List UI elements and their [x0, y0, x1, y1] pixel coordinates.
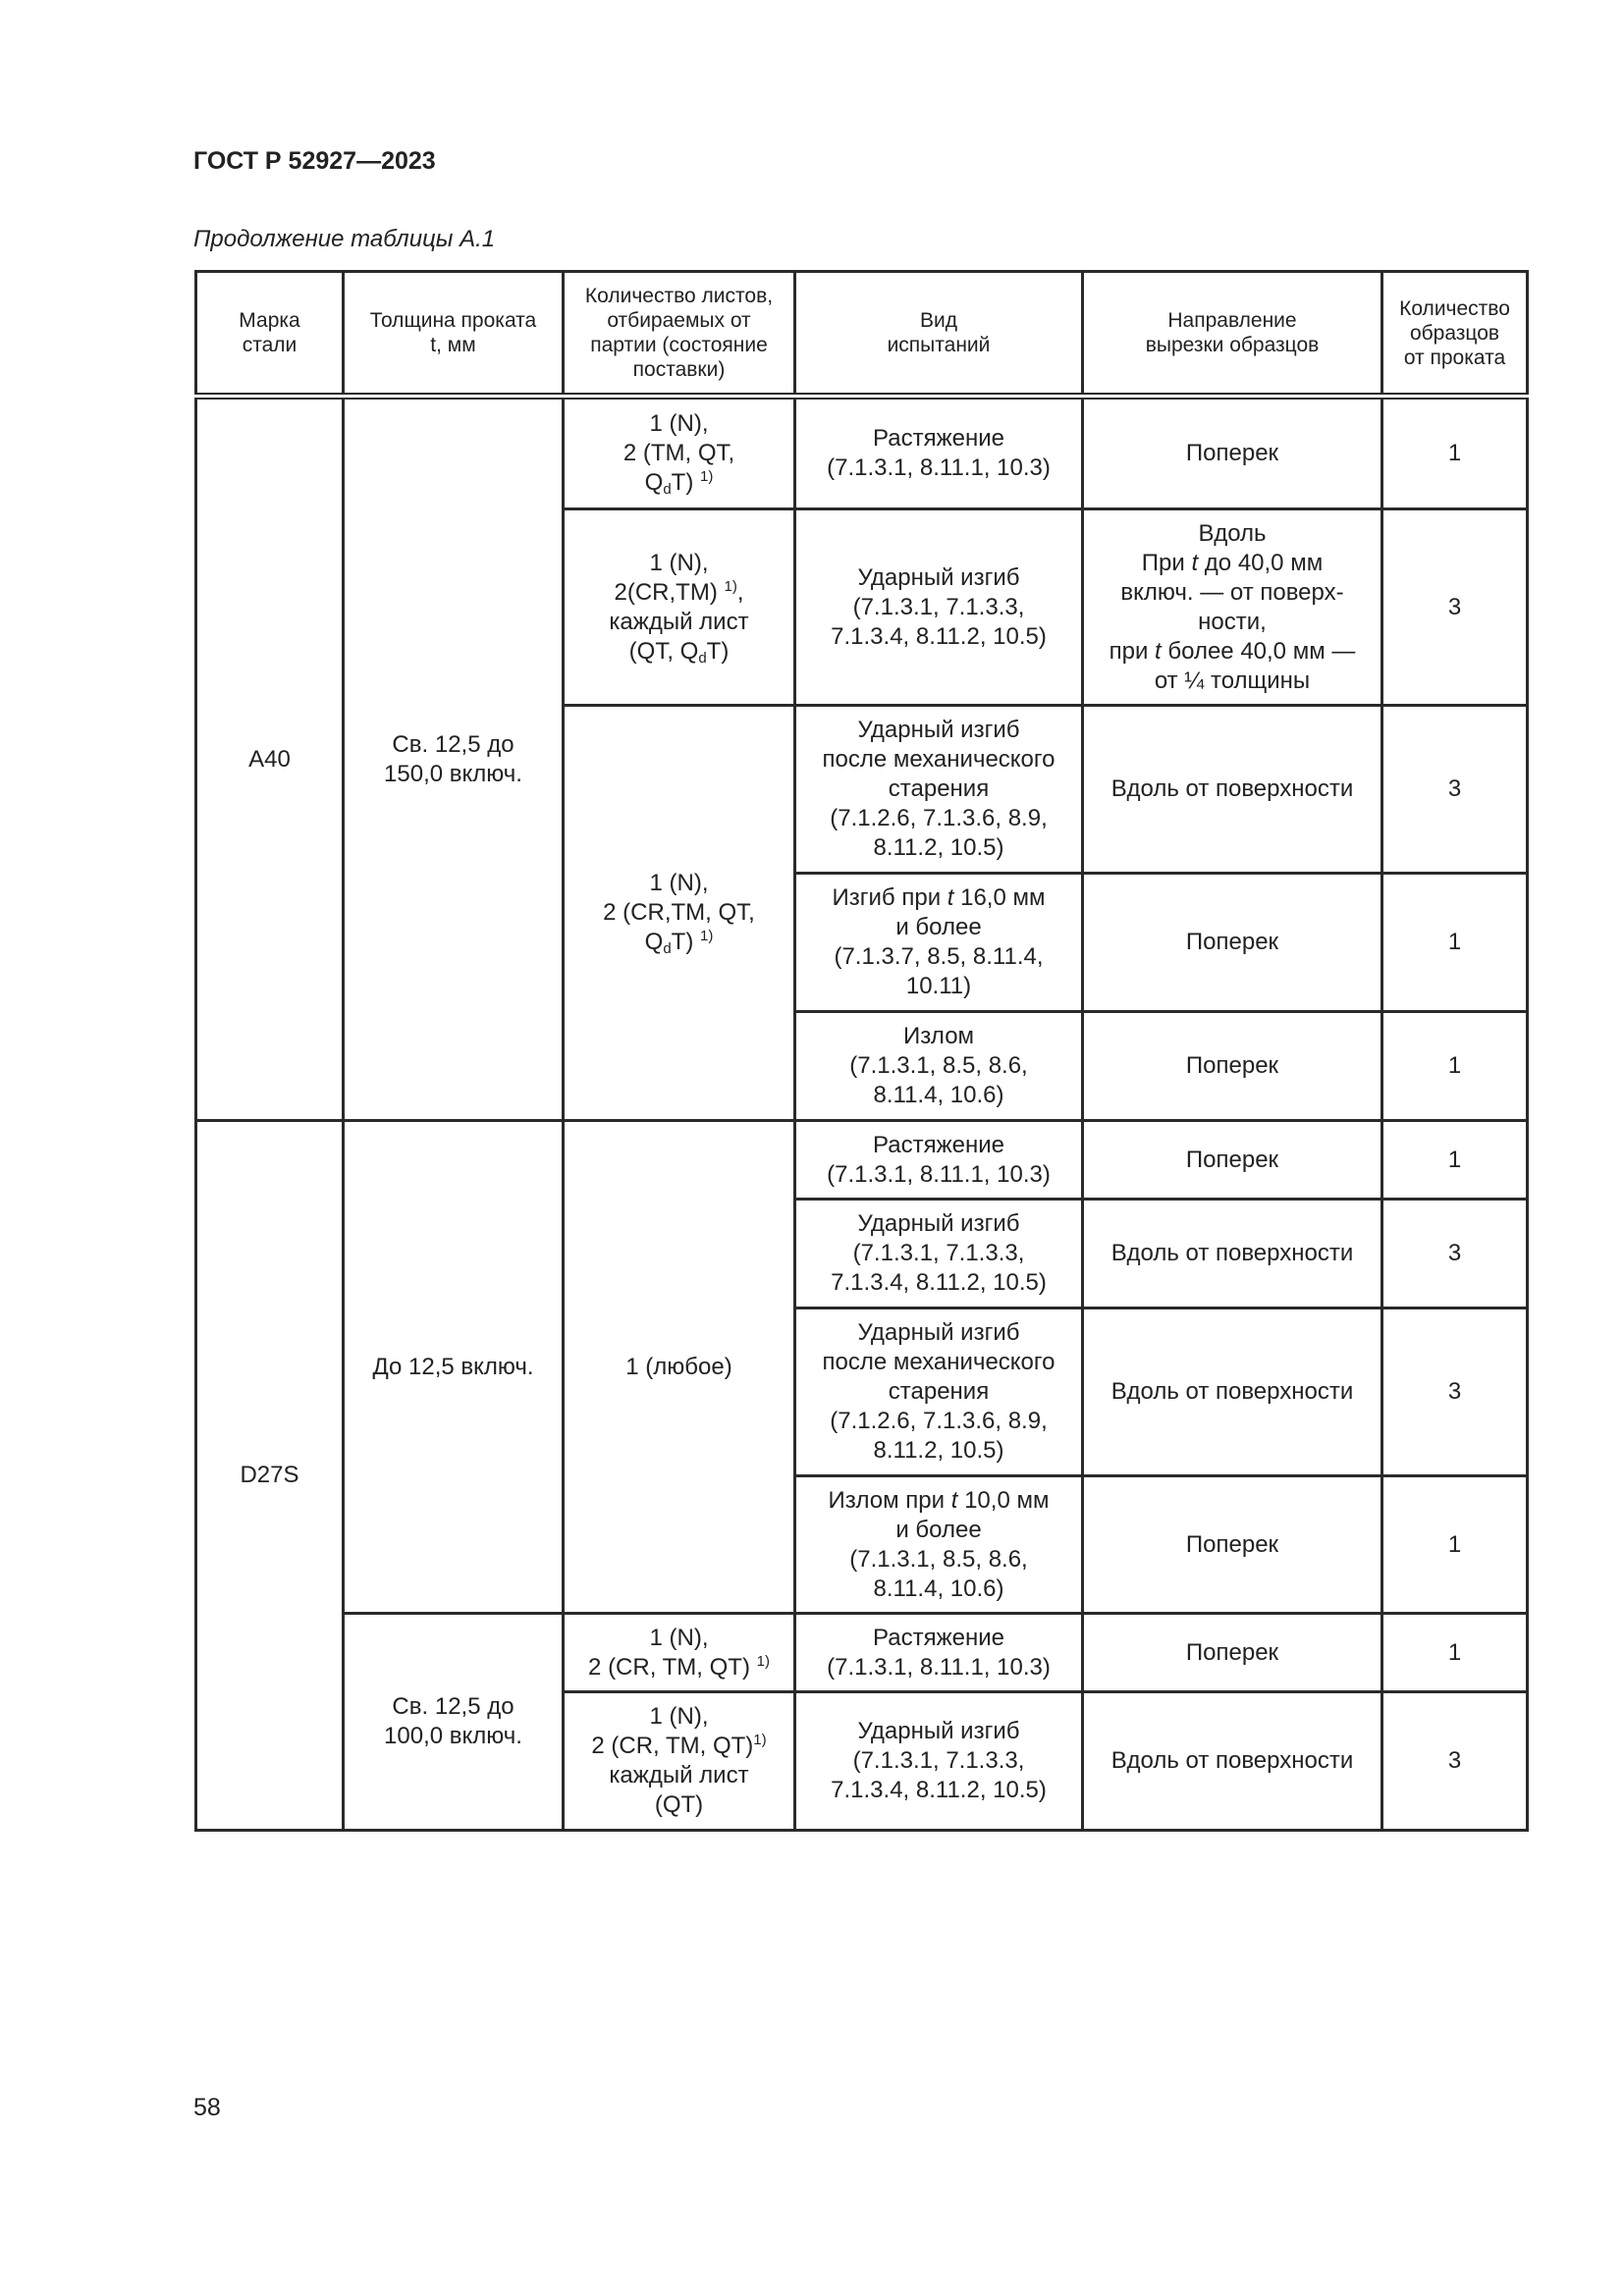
sheets-cell: 1 (N), 2 (CR,TM, QT, $Q_dT$) $^{1)}$ [564, 706, 795, 1121]
test-cell: Ударный изгиб после механического старения (7.1.2.6, 7.1.3.6, 8.9, 8.11.2, 10.5) [795, 706, 1083, 874]
header-cut-direction: Направление вырезки образцов [1083, 272, 1382, 397]
count-cell: 3 [1382, 1692, 1528, 1831]
direction-cell: Вдоль от поверхности [1083, 1692, 1382, 1831]
sheets-cell: 1 (N), 2 (TM, QT, $Q_dT$) $^{1)}$ [564, 397, 795, 509]
table-row [196, 1614, 1528, 1692]
sheets-cell: 1 (любое) [564, 1121, 795, 1614]
sheets-cell: 1 (N), 2 (CR, TM, QT)$^{1)}$ каждый лист (QT) [564, 1692, 795, 1831]
count-cell: 1 [1382, 397, 1528, 509]
count-cell: 3 [1382, 509, 1528, 706]
direction-cell: Поперек [1083, 1614, 1382, 1692]
count-cell: 1 [1382, 1121, 1528, 1200]
thickness-cell: Св. 12,5 до 150,0 включ. [344, 397, 564, 1121]
count-cell: 3 [1382, 706, 1528, 874]
specimen-table [194, 270, 1529, 1832]
test-cell: Ударный изгиб (7.1.3.1, 7.1.3.3, 7.1.3.4, 8.11.2, 10.5) [795, 509, 1083, 706]
direction-cell: Поперек [1083, 1476, 1382, 1614]
direction-cell: Поперек [1083, 1012, 1382, 1121]
table-row [196, 1121, 1528, 1200]
test-cell: Излом при t 10,0 мм и более (7.1.3.1, 8.5, 8.6, 8.11.4, 10.6) [795, 1476, 1083, 1614]
header-test-type: Вид испытаний [795, 272, 1083, 397]
direction-cell: Поперек [1083, 1121, 1382, 1200]
grade-cell: D27S [196, 1121, 344, 1831]
page-number: 58 [193, 2094, 221, 2121]
header-thickness: Толщина проката t, мм [344, 272, 564, 397]
test-cell: Ударный изгиб (7.1.3.1, 7.1.3.3, 7.1.3.4, 8.11.2, 10.5) [795, 1692, 1083, 1831]
direction-cell: Поперек [1083, 397, 1382, 509]
count-cell: 1 [1382, 1476, 1528, 1614]
test-cell: Растяжение (7.1.3.1, 8.11.1, 10.3) [795, 397, 1083, 509]
test-cell: Изгиб при t 16,0 мм и более (7.1.3.7, 8.5, 8.11.4, 10.11) [795, 874, 1083, 1012]
header-steel-grade: Марка стали [196, 272, 344, 397]
thickness-cell: До 12,5 включ. [344, 1121, 564, 1614]
direction-cell: Поперек [1083, 874, 1382, 1012]
direction-cell: Вдоль от поверхности [1083, 1308, 1382, 1476]
header-sheet-count: Количество листов, отбираемых от партии (состояние поставки) [564, 272, 795, 397]
direction-cell: Вдоль При t до 40,0 мм включ. — от поверх- ности, при t более 40,0 мм — от ¼ толщины [1083, 509, 1382, 706]
test-cell: Излом (7.1.3.1, 8.5, 8.6, 8.11.4, 10.6) [795, 1012, 1083, 1121]
header-specimen-count: Количество образцов от проката [1382, 272, 1528, 397]
count-cell: 3 [1382, 1200, 1528, 1308]
test-cell: Растяжение (7.1.3.1, 8.11.1, 10.3) [795, 1614, 1083, 1692]
sheets-cell: 1 (N), 2 (CR, TM, QT) $^{1)}$ [564, 1614, 795, 1692]
count-cell: 1 [1382, 1614, 1528, 1692]
test-cell: Ударный изгиб (7.1.3.1, 7.1.3.3, 7.1.3.4, 8.11.2, 10.5) [795, 1200, 1083, 1308]
table-caption: Продолжение таблицы А.1 [193, 226, 496, 252]
table-header-row [196, 272, 1528, 397]
count-cell: 1 [1382, 1012, 1528, 1121]
direction-cell: Вдоль от поверхности [1083, 1200, 1382, 1308]
test-cell: Ударный изгиб после механического старения (7.1.2.6, 7.1.3.6, 8.9, 8.11.2, 10.5) [795, 1308, 1083, 1476]
grade-cell: A40 [196, 397, 344, 1121]
count-cell: 3 [1382, 1308, 1528, 1476]
sheets-cell: 1 (N), 2(CR,TM) $^{1)}$, каждый лист (QT, $Q_dT$) [564, 509, 795, 706]
test-cell: Растяжение (7.1.3.1, 8.11.1, 10.3) [795, 1121, 1083, 1200]
count-cell: 1 [1382, 874, 1528, 1012]
direction-cell: Вдоль от поверхности [1083, 706, 1382, 874]
thickness-cell: Св. 12,5 до 100,0 включ. [344, 1614, 564, 1831]
table-row [196, 397, 1528, 509]
document-title: ГОСТ Р 52927—2023 [193, 147, 436, 175]
